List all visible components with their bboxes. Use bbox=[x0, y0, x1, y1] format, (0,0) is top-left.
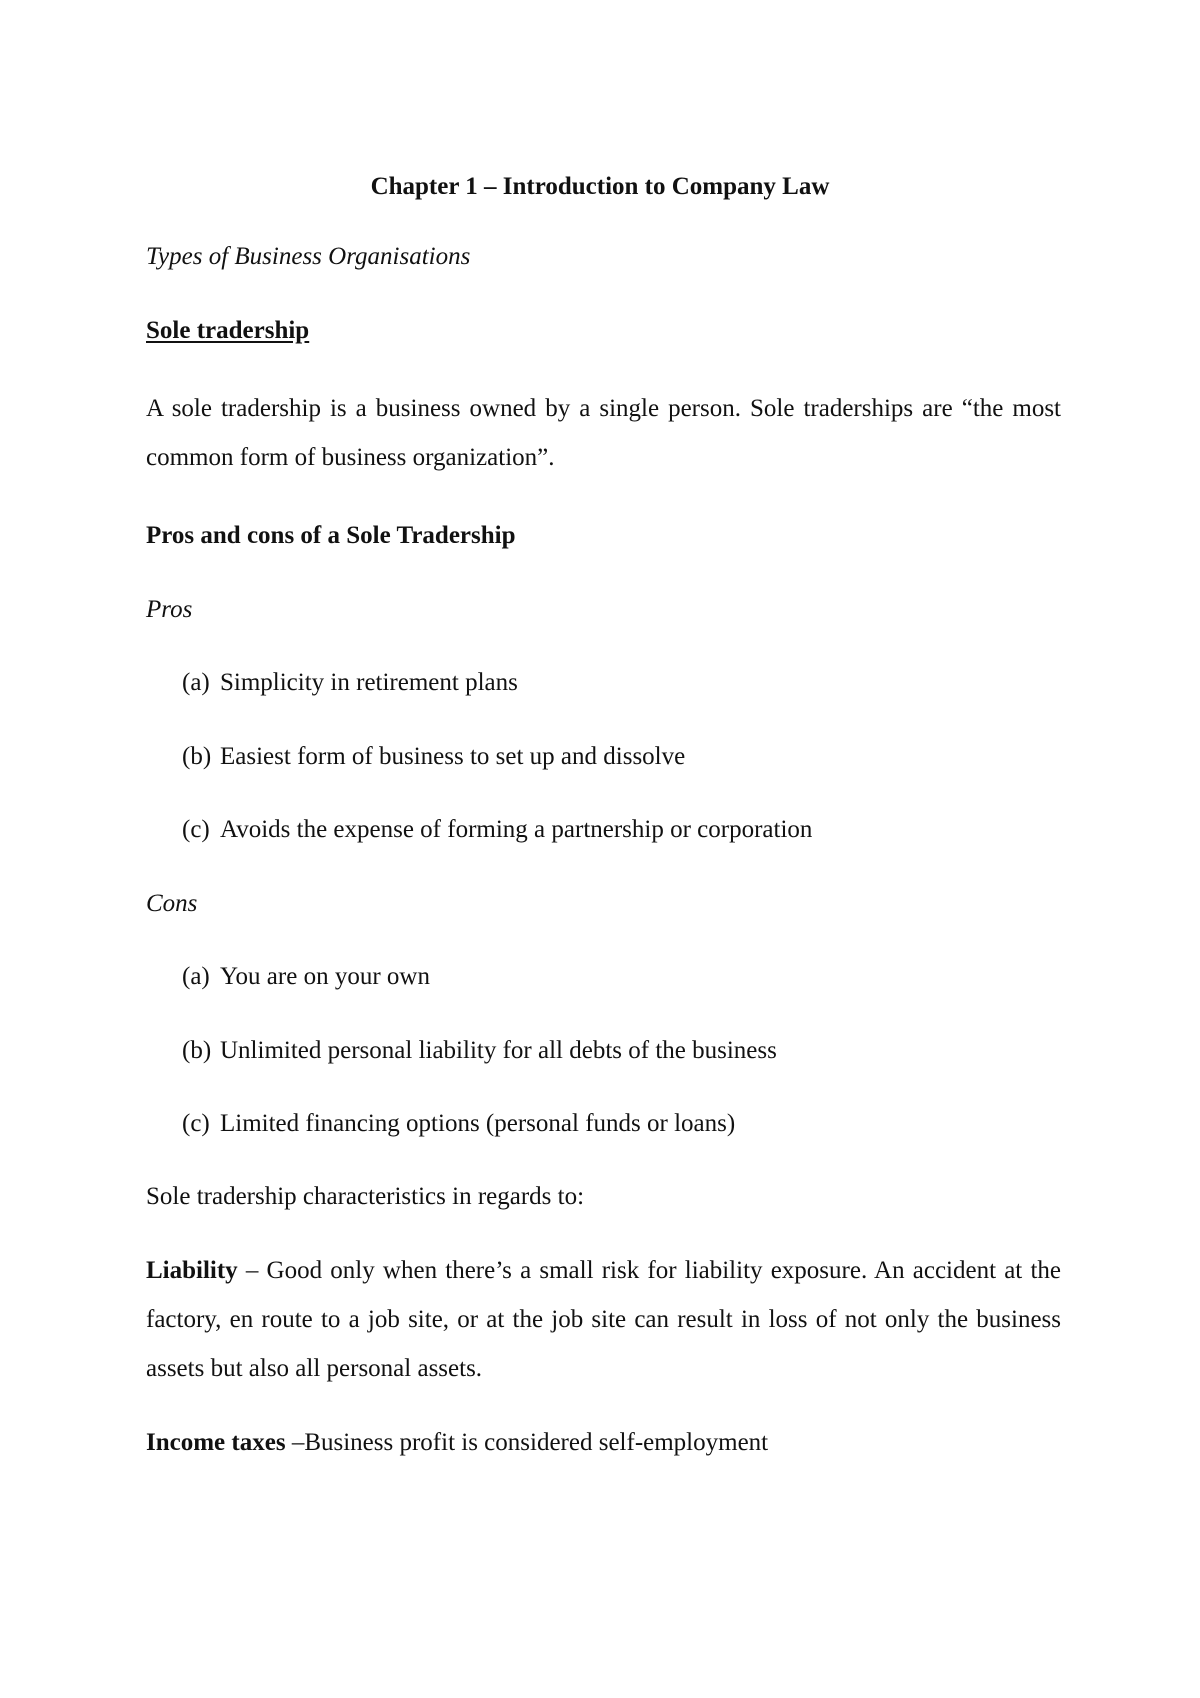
section-heading: Sole tradership bbox=[146, 317, 310, 344]
list-item-text: Avoids the expense of forming a partnership or corporation bbox=[220, 816, 813, 843]
list-item bbox=[182, 668, 518, 698]
pros-label: Pros bbox=[146, 596, 193, 623]
liability-paragraph bbox=[146, 1246, 1061, 1393]
subtitle: Types of Business Organisations bbox=[146, 243, 471, 270]
list-item bbox=[182, 1036, 777, 1066]
list-marker: (b) bbox=[182, 1037, 212, 1064]
pros-cons-heading: Pros and cons of a Sole Tradership bbox=[146, 522, 516, 549]
list-item bbox=[182, 1109, 735, 1139]
list-item-text: You are on your own bbox=[220, 963, 430, 990]
list-marker: (b) bbox=[182, 743, 212, 770]
liability-text: – Good only when there’s a small risk for liability exposure. An accident at the factory, en route to a job site, or at the job site can result in loss of not only the business assets but also all personal assets. bbox=[146, 1257, 1061, 1382]
income-taxes-text: –Business profit is considered self-employment bbox=[285, 1429, 769, 1456]
page-title: Chapter 1 – Introduction to Company Law bbox=[370, 173, 830, 200]
list-marker: (c) bbox=[182, 1110, 210, 1137]
list-item-text: Simplicity in retirement plans bbox=[220, 669, 518, 696]
list-item bbox=[182, 815, 812, 845]
list-marker: (a) bbox=[182, 669, 210, 696]
income-taxes-term: Income taxes bbox=[146, 1429, 286, 1456]
list-item-text: Limited financing options (personal funds or loans) bbox=[220, 1110, 736, 1137]
list-item bbox=[182, 742, 685, 772]
list-item bbox=[182, 962, 430, 992]
liability-term: Liability bbox=[146, 1257, 238, 1284]
list-marker: (c) bbox=[182, 816, 210, 843]
list-marker: (a) bbox=[182, 963, 210, 990]
list-item-text: Easiest form of business to set up and dissolve bbox=[220, 743, 686, 770]
intro-paragraph: A sole tradership is a business owned by a single person. Sole traderships are “the most common form of business organization”. bbox=[146, 395, 1061, 471]
list-item-text: Unlimited personal liability for all debts of the business bbox=[220, 1037, 777, 1064]
characteristics-intro: Sole tradership characteristics in regards to: bbox=[146, 1183, 585, 1210]
cons-label: Cons bbox=[146, 890, 198, 917]
income-taxes-paragraph bbox=[146, 1428, 768, 1458]
